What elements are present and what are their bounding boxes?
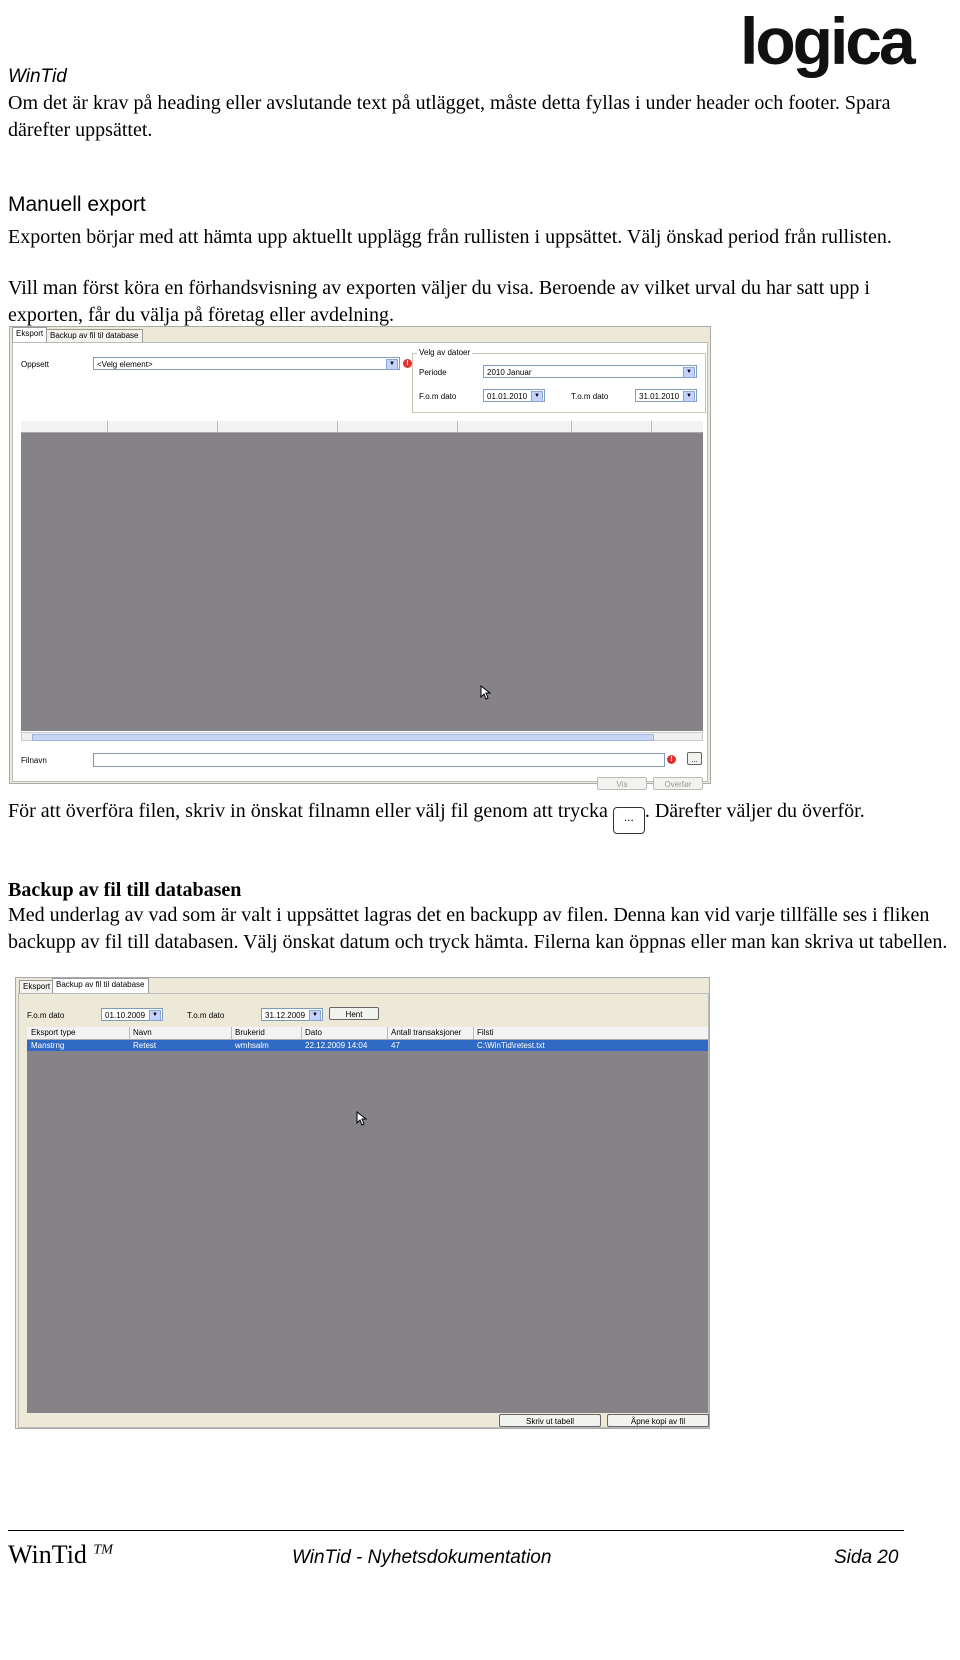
- col-dato[interactable]: Dato: [305, 1028, 322, 1037]
- filnavn-label: Filnavn: [21, 756, 47, 765]
- mouse-cursor-icon: [357, 1112, 367, 1126]
- tab-backup[interactable]: Backup av fil til database: [52, 978, 149, 993]
- oppsett-label: Oppsett: [21, 360, 50, 369]
- grid-header: [21, 421, 703, 433]
- logica-logo: [740, 2, 956, 88]
- svg-text:logica: logica: [740, 4, 913, 78]
- grid-header: [27, 1027, 708, 1040]
- transfer-paragraph: För att överföra filen, skriv in önskat filnamn eller välj fil genom att trycka ... . Därefter väljer du överför.: [8, 798, 948, 834]
- to-date-label: T.o.m dato: [187, 1011, 225, 1020]
- col-antall[interactable]: Antall transaksjoner: [391, 1028, 462, 1037]
- backup-screenshot: [15, 977, 710, 1429]
- from-date-picker[interactable]: 01.10.2009 ▼: [101, 1008, 163, 1021]
- from-date-label: F.o.m dato: [27, 1011, 65, 1020]
- manual-export-heading: Manuell export: [8, 193, 146, 216]
- browse-button-inline: ...: [613, 807, 645, 834]
- vis-button[interactable]: Vis: [597, 777, 647, 790]
- tab-eksport[interactable]: Eksport: [12, 327, 47, 342]
- chevron-down-icon: ▼: [683, 391, 695, 402]
- preview-grid[interactable]: [21, 433, 703, 731]
- open-copy-button[interactable]: Åpne kopi av fil: [607, 1414, 709, 1427]
- col-navn[interactable]: Navn: [133, 1028, 152, 1037]
- export-panel: [12, 342, 708, 789]
- chevron-down-icon: ▼: [683, 367, 695, 378]
- hent-button[interactable]: Hent: [329, 1007, 379, 1020]
- browse-button[interactable]: ...: [687, 752, 702, 765]
- periode-label: Periode: [419, 368, 447, 377]
- chevron-down-icon: ▼: [531, 391, 543, 402]
- manual-export-para2: Vill man först köra en förhandsvisning av exporten väljer du visa. Beroende av vilket urval du har satt upp i exporten, får du välja på företag eller avdelning.: [8, 277, 870, 326]
- periode-combo[interactable]: 2010 Januar ▼: [483, 365, 697, 378]
- filnavn-input[interactable]: [93, 753, 665, 767]
- horizontal-scrollbar[interactable]: [21, 732, 703, 741]
- date-group-title: Velg av datoer: [419, 348, 471, 357]
- to-date-label: T.o.m dato: [571, 392, 609, 401]
- chevron-down-icon: ▼: [309, 1010, 321, 1021]
- footer-brand: WinTid ™: [8, 1540, 113, 1569]
- overfor-button[interactable]: Overfør: [653, 777, 703, 790]
- col-eksport-type[interactable]: Eksport type: [31, 1028, 76, 1037]
- backup-grid[interactable]: [27, 1027, 708, 1413]
- export-screenshot: [9, 326, 711, 789]
- footer-page-number: Sida 20: [834, 1547, 899, 1568]
- from-date-picker[interactable]: 01.01.2010 ▼: [483, 389, 545, 402]
- oppsett-combo[interactable]: <Velg element> ▼: [93, 357, 400, 370]
- table-row[interactable]: Manstrng Retest wmhsalm 22.12.2009 14:04 47 C:\WinTid\retest.txt: [27, 1040, 708, 1051]
- manual-export-para1: Exporten börjar med att hämta upp aktuellt upplägg från rullisten i uppsättet. Välj önskad period från rullisten.: [8, 226, 892, 248]
- date-group: [412, 348, 706, 413]
- col-brukerid[interactable]: Brukerid: [235, 1028, 265, 1037]
- print-table-button[interactable]: Skriv ut tabell: [499, 1414, 601, 1427]
- scrollbar-thumb[interactable]: [32, 734, 654, 741]
- chevron-down-icon: ▼: [149, 1010, 161, 1021]
- footer-divider: [8, 1530, 904, 1531]
- chevron-down-icon: ▼: [386, 359, 398, 370]
- backup-panel: [18, 993, 709, 1428]
- footer-title: WinTid - Nyhetsdokumentation: [292, 1547, 552, 1568]
- error-icon: !: [667, 755, 676, 764]
- error-icon: !: [403, 359, 412, 368]
- tab-eksport[interactable]: Eksport: [19, 980, 54, 993]
- header-title: WinTid: [8, 66, 67, 87]
- backup-paragraph: Med underlag av vad som är valt i uppsättet lagras det en backupp av filen. Denna kan vid varje tillfälle ses i fliken backupp av fil till databasen. Välj önskat datum och tryck hämta. Filerna kan öppnas eller man kan skriva ut tabellen.: [8, 904, 948, 953]
- intro-paragraph: Om det är krav på heading eller avslutande text på utlägget, måste detta fyllas i under header och footer. Spara därefter uppsättet.: [8, 92, 891, 141]
- to-date-picker[interactable]: 31.12.2009 ▼: [261, 1008, 323, 1021]
- backup-heading: Backup av fil till databasen: [8, 879, 242, 901]
- from-date-label: F.o.m dato: [419, 392, 457, 401]
- to-date-picker[interactable]: 31.01.2010 ▼: [635, 389, 697, 402]
- mouse-cursor-icon: [481, 686, 491, 700]
- tab-backup[interactable]: Backup av fil til database: [46, 329, 143, 342]
- col-filsti[interactable]: Filsti: [477, 1028, 494, 1037]
